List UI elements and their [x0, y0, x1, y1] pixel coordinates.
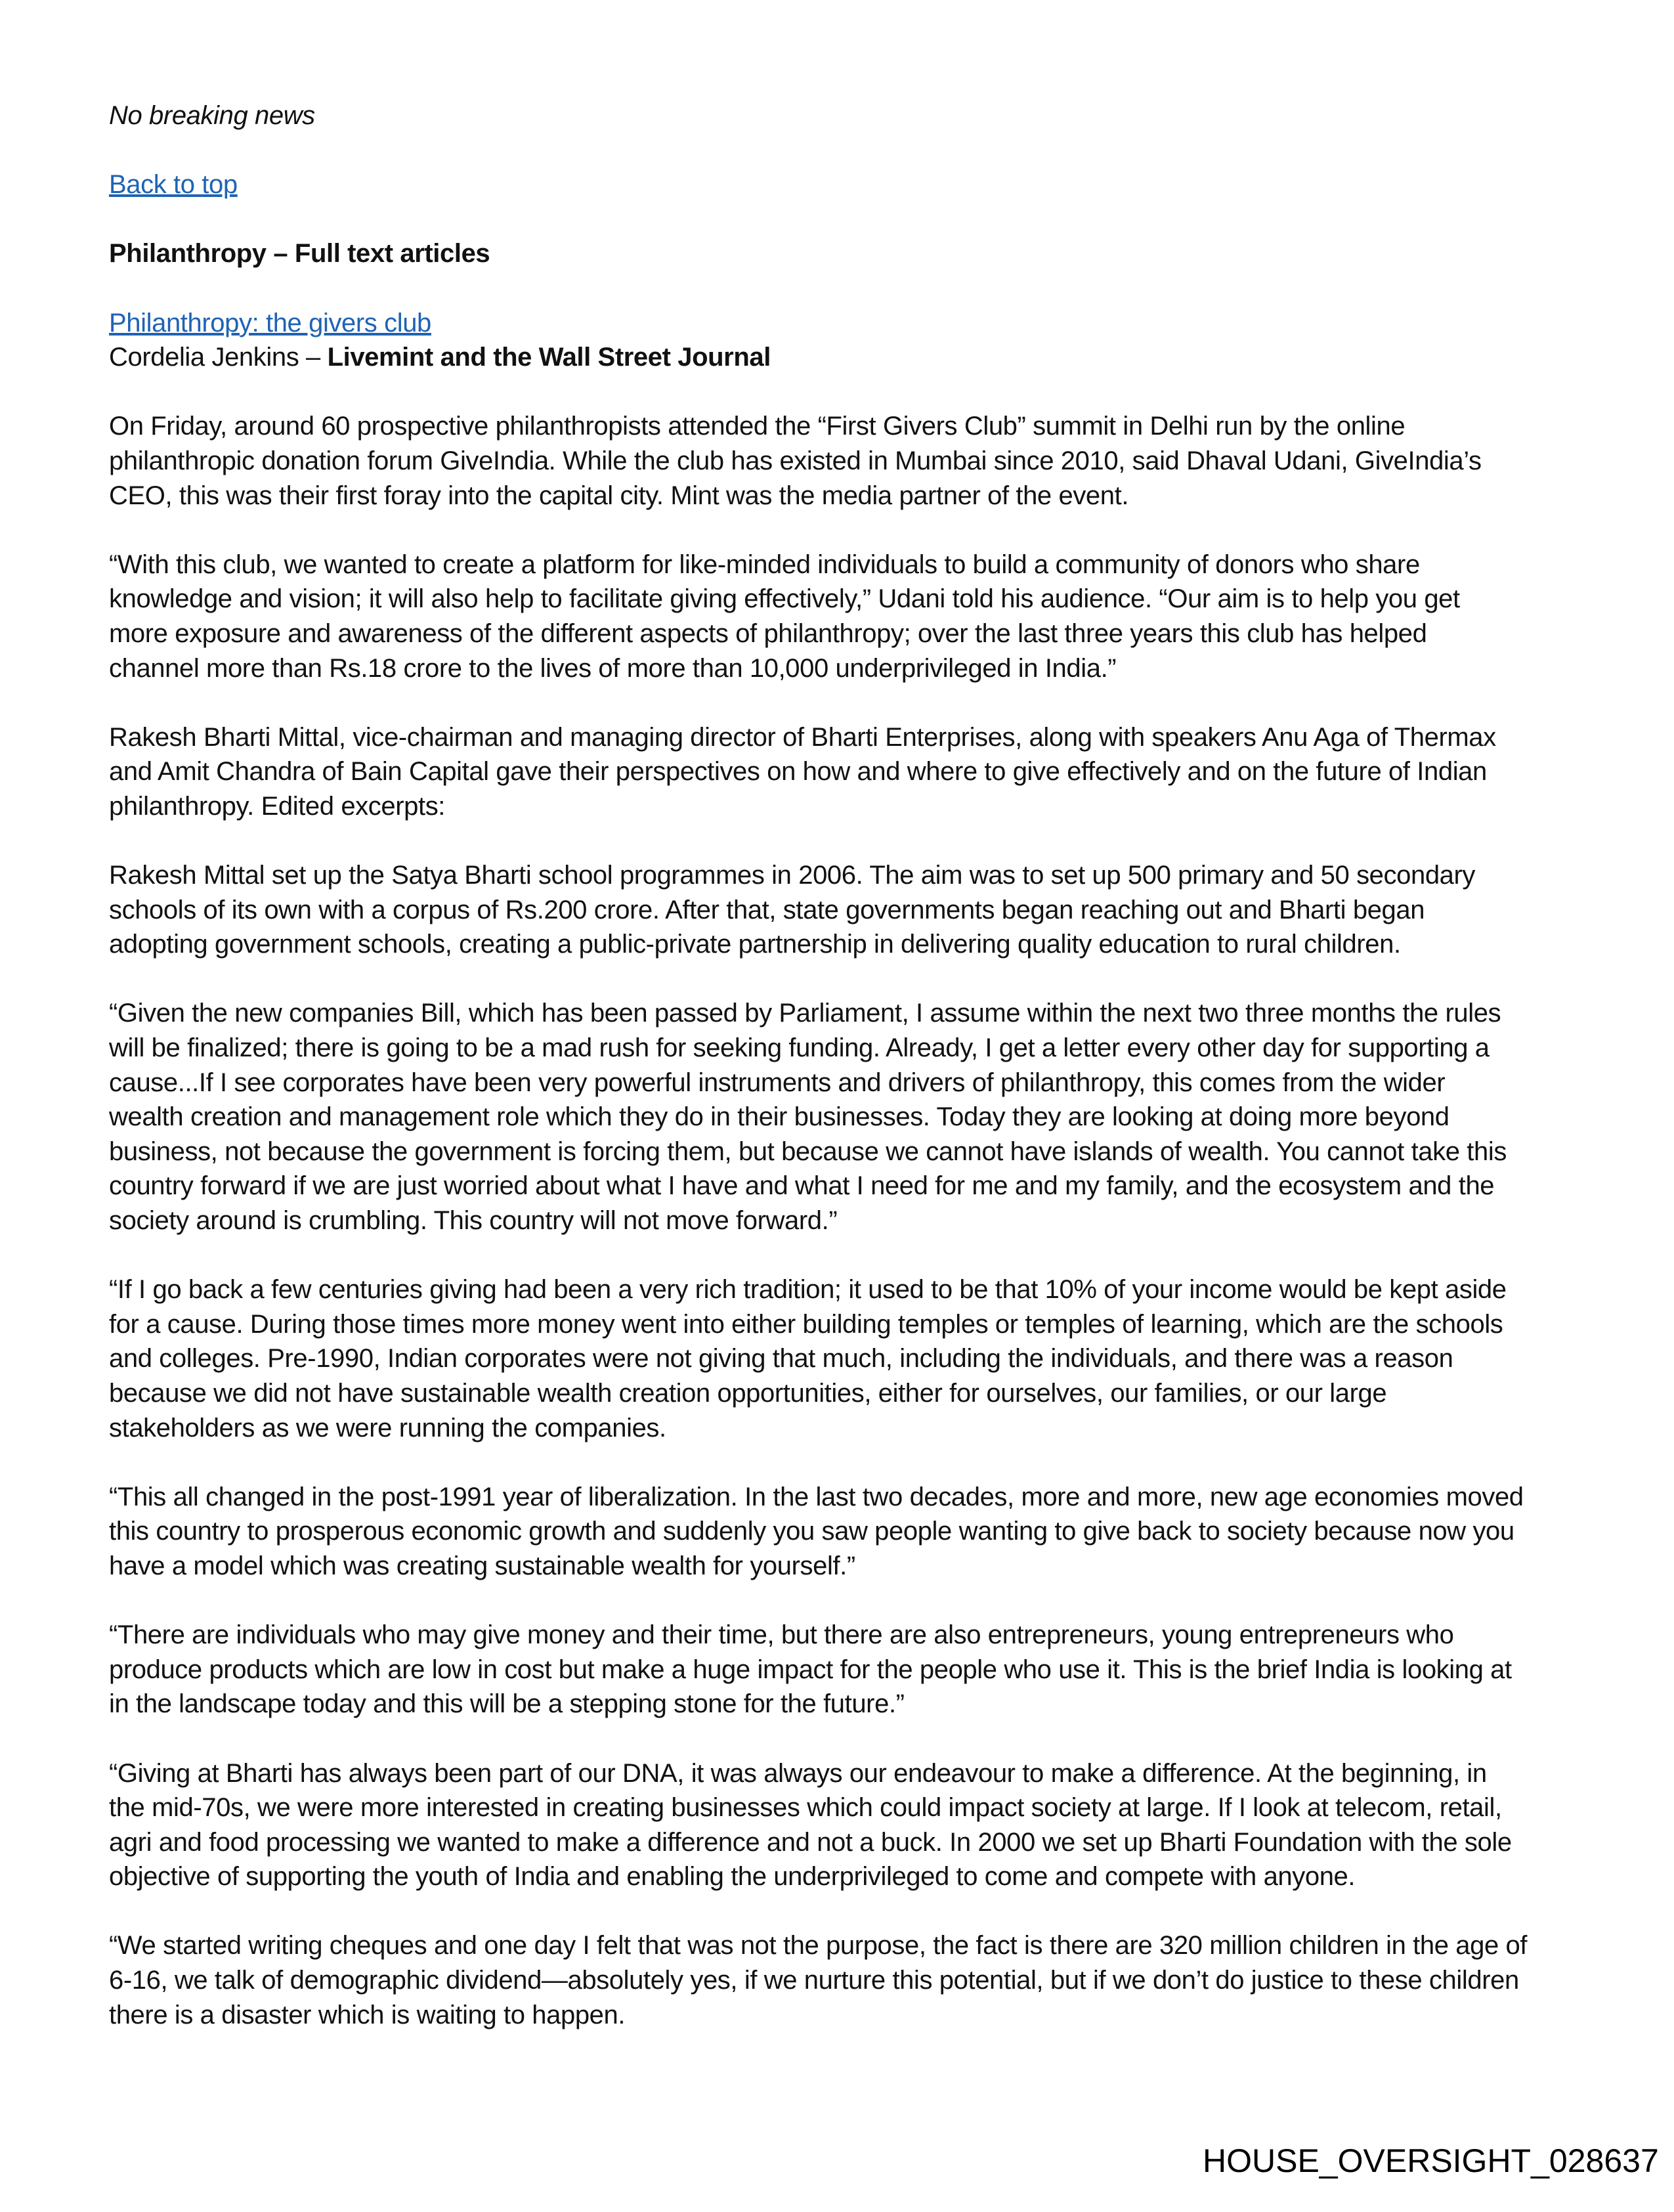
article-paragraph: [109, 1618, 1586, 1722]
section-title: Philanthropy – Full text articles: [109, 239, 490, 269]
paragraph-line: “Giving at Bharti has always been part of our DNA, it was always our endeavour to make a difference. At the beginning, in: [109, 1758, 1487, 1788]
article-source: Livemint and the Wall Street Journal: [327, 343, 771, 372]
article-paragraph: [109, 720, 1586, 824]
article-paragraph: [109, 409, 1586, 513]
paragraph-line: country forward if we are just worried about what I have and what I need for me and my family, and the ecosystem and the: [109, 1171, 1495, 1201]
paragraph-line: “Given the new companies Bill, which has been passed by Parliament, I assume within the next two three months the rules: [109, 999, 1501, 1028]
document-id-footer: HOUSE_OVERSIGHT_028637: [1203, 2142, 1659, 2179]
article-header: [109, 306, 1586, 375]
paragraph-line: “There are individuals who may give money and their time, but there are also entrepreneurs, young entrepreneurs who: [109, 1620, 1454, 1650]
article-paragraph: [109, 548, 1586, 685]
back-to-top-link[interactable]: Back to top: [109, 170, 238, 200]
article-paragraph: [109, 1480, 1586, 1584]
paragraph-line: knowledge and vision; it will also help to facilitate giving effectively,” Udani told his audience. “Our aim is to help you get: [109, 584, 1460, 614]
paragraph-line: “We started writing cheques and one day I felt that was not the purpose, the fact is there are 320 million children in the age of: [109, 1931, 1528, 1961]
paragraph-line: channel more than Rs.18 crore to the lives of more than 10,000 underprivileged in India.”: [109, 653, 1117, 683]
paragraph-line: Rakesh Bharti Mittal, vice-chairman and managing director of Bharti Enterprises, along with speakers Anu Aga of Thermax: [109, 722, 1496, 752]
paragraph-line: objective of supporting the youth of India and enabling the underprivileged to come and compete with anyone.: [109, 1862, 1356, 1892]
article-paragraph: [109, 1928, 1586, 2032]
paragraph-line: schools of its own with a corpus of Rs.200 crore. After that, state governments began reaching out and Bharti began: [109, 895, 1425, 924]
paragraph-line: more exposure and awareness of the different aspects of philanthropy; over the last three years this club has helped: [109, 618, 1427, 648]
paragraph-line: wealth creation and management role which they do in their businesses. Today they are looking at doing more beyond: [109, 1102, 1449, 1132]
paragraph-line: because we did not have sustainable wealth creation opportunities, either for ourselves, our families, or our large: [109, 1378, 1387, 1408]
paragraph-line: philanthropic donation forum GiveIndia. While the club has existed in Mumbai since 2010, said Dhaval Udani, GiveIndia’s: [109, 446, 1482, 475]
paragraph-line: agri and food processing we wanted to make a difference and not a buck. In 2000 we set up Bharti Foundation with the sole: [109, 1827, 1512, 1857]
paragraph-line: and colleges. Pre-1990, Indian corporates were not giving that much, including the individuals, and there was a reason: [109, 1344, 1453, 1374]
breaking-news-note: No breaking news: [109, 101, 315, 130]
paragraph-line: “With this club, we wanted to create a platform for like-minded individuals to build a community of donors who share: [109, 550, 1420, 579]
paragraph-line: and Amit Chandra of Bain Capital gave their perspectives on how and where to give effectively and on the future of Indian: [109, 757, 1487, 787]
article-paragraphs: [109, 409, 1586, 2032]
paragraph-line: there is a disaster which is waiting to happen.: [109, 2000, 626, 2029]
paragraph-line: “If I go back a few centuries giving had been a very rich tradition; it used to be that 10% of your income would be kept aside: [109, 1275, 1507, 1305]
paragraph-line: this country to prosperous economic growth and suddenly you saw people wanting to give back to society because now you: [109, 1517, 1514, 1546]
paragraph-line: produce products which are low in cost but make a huge impact for the people who use it. This is the brief India is looking at: [109, 1655, 1512, 1684]
paragraph-line: “This all changed in the post-1991 year of liberalization. In the last two decades, more and more, new age economies moved: [109, 1482, 1524, 1511]
paragraph-line: in the landscape today and this will be a stepping stone for the future.”: [109, 1689, 905, 1719]
paragraph-line: stakeholders as we were running the companies.: [109, 1413, 666, 1442]
paragraph-line: 6-16, we talk of demographic dividend—absolutely yes, if we nurture this potential, but if we don’t do justice to these children: [109, 1966, 1519, 1995]
paragraph-line: On Friday, around 60 prospective philanthropists attended the “First Givers Club” summit in Delhi run by the online: [109, 412, 1406, 441]
document-body: [109, 98, 1586, 2067]
paragraph-line: for a cause. During those times more money went into either building temples or temples of learning, which are the schools: [109, 1309, 1503, 1339]
article-paragraph: [109, 1756, 1586, 1894]
paragraph-line: business, not because the government is forcing them, but because we cannot have islands of wealth. You cannot take this: [109, 1137, 1507, 1166]
paragraph-line: society around is crumbling. This country will not move forward.”: [109, 1206, 838, 1235]
paragraph-line: will be finalized; there is going to be a mad rush for seeking funding. Already, I get a letter every other day for supporting a: [109, 1033, 1490, 1063]
article-paragraph: [109, 858, 1586, 962]
paragraph-line: cause...If I see corporates have been very powerful instruments and drivers of philanthropy, this comes from the wider: [109, 1068, 1446, 1097]
article-title-link[interactable]: Philanthropy: the givers club: [109, 308, 431, 337]
paragraph-line: have a model which was creating sustainable wealth for yourself.”: [109, 1551, 855, 1580]
paragraph-line: philanthropy. Edited excerpts:: [109, 791, 446, 821]
article-author: Cordelia Jenkins –: [109, 343, 328, 372]
paragraph-line: adopting government schools, creating a public-private partnership in delivering quality education to rural children.: [109, 930, 1401, 959]
paragraph-line: Rakesh Mittal set up the Satya Bharti school programmes in 2006. The aim was to set up 500 primary and 50 secondary: [109, 861, 1476, 890]
article-paragraph: [109, 996, 1586, 1238]
paragraph-line: CEO, this was their first foray into the capital city. Mint was the media partner of the event.: [109, 481, 1129, 510]
article-paragraph: [109, 1272, 1586, 1445]
paragraph-line: the mid-70s, we were more interested in creating businesses which could impact society at large. If I look at telecom, retail,: [109, 1793, 1502, 1823]
